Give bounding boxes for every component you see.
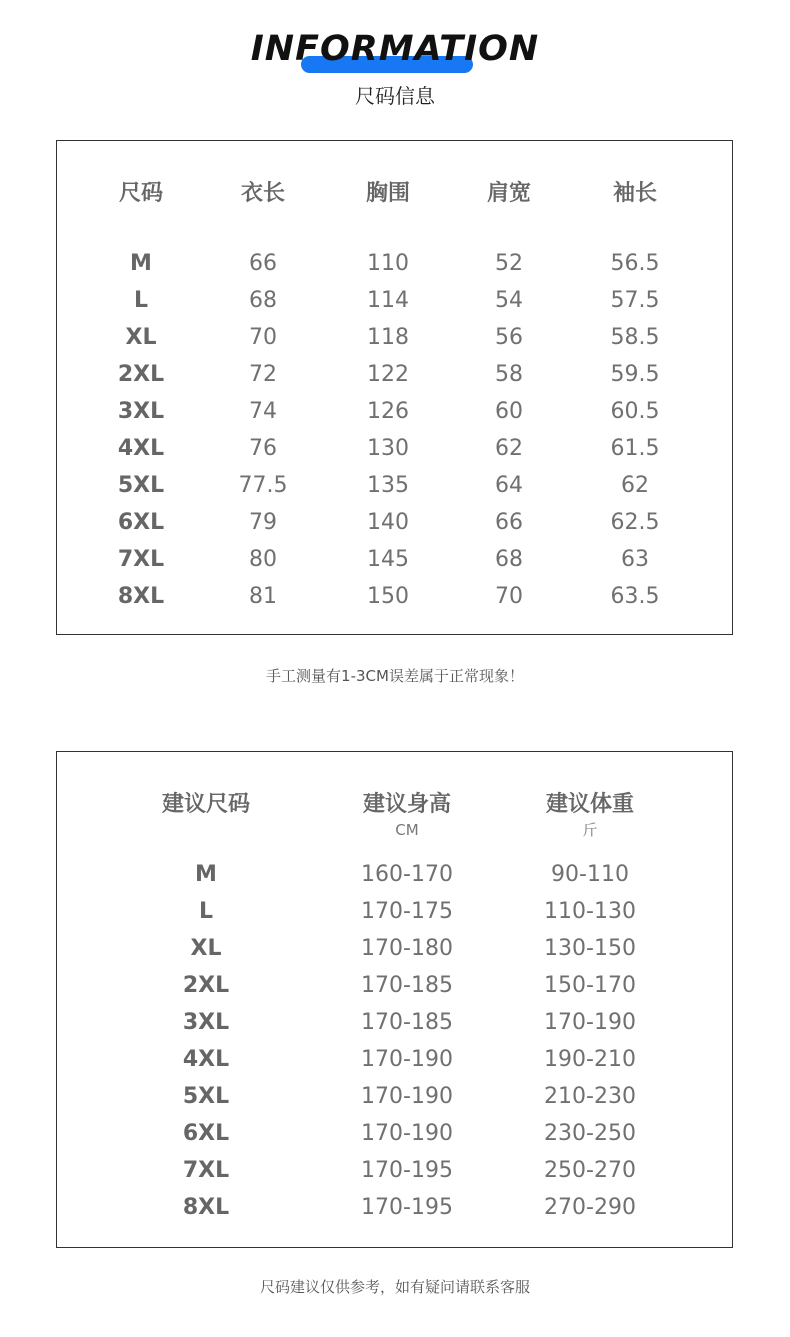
page-subtitle: 尺码信息 [355,84,435,108]
size-label: 8XL [117,584,165,609]
table-cell-height: 170-180 [361,936,453,961]
table-cell-chest: 135 [367,473,409,498]
table-cell-shoulder: 52 [495,251,523,276]
measurement-error-note: 手工测量有1-3CM误差属于正常现象！ [266,667,524,685]
table-cell-shoulder: 64 [495,473,523,498]
table-cell-chest: 110 [367,251,409,276]
table-cell-length: 81 [249,584,277,609]
size-label: 6XL [182,1121,230,1146]
table-cell-chest: 126 [367,399,409,424]
table-cell-sleeve: 57.5 [610,288,660,313]
table-cell-shoulder: 56 [495,325,523,350]
page-header [0,28,790,110]
column-header-recommended-weight: 建议体重 [545,792,634,817]
size-label: 5XL [182,1084,230,1109]
size-label: 6XL [117,510,165,535]
table-cell-chest: 145 [367,547,409,572]
table-cell-weight: 230-250 [544,1121,636,1146]
size-label: 4XL [117,436,165,461]
page-title: INFORMATION [250,29,540,69]
size-label: 2XL [182,973,230,998]
size-label: 3XL [117,399,165,424]
size-label: 5XL [117,473,165,498]
column-header-recommended-height: 建议身高 [362,792,451,817]
table-cell-sleeve: 62 [621,473,649,498]
size-measurement-table [56,140,733,635]
table-cell-height: 170-185 [361,973,453,998]
table-cell-shoulder: 68 [495,547,523,572]
table-cell-weight: 150-170 [544,973,636,998]
table-cell-length: 74 [249,399,277,424]
table-cell-weight: 170-190 [544,1010,636,1035]
table-cell-sleeve: 58.5 [610,325,660,350]
table-cell-chest: 122 [367,362,409,387]
table-cell-weight: 210-230 [544,1084,636,1109]
column-header-size: 尺码 [118,181,163,206]
table-cell-chest: 118 [367,325,409,350]
footer-note: 尺码建议仅供参考，如有疑问请联系客服 [259,1278,530,1296]
column-header-chest: 胸围 [365,181,410,206]
table-cell-weight: 190-210 [544,1047,636,1072]
table-cell-height: 170-195 [361,1158,453,1183]
table-cell-sleeve: 63.5 [610,584,660,609]
table-cell-length: 79 [249,510,277,535]
column-header-length: 衣长 [240,181,285,206]
size-label: 7XL [182,1158,230,1183]
size-label: 3XL [182,1010,230,1035]
table-cell-weight: 90-110 [551,862,629,887]
table-cell-length: 76 [249,436,277,461]
column-header-sleeve: 袖长 [612,181,657,206]
table-cell-height: 170-185 [361,1010,453,1035]
table-cell-length: 68 [249,288,277,313]
table-cell-length: 72 [249,362,277,387]
table-cell-weight: 270-290 [544,1195,636,1220]
column-header-shoulder: 肩宽 [486,181,531,206]
size-recommendation-table [56,751,733,1248]
table-cell-sleeve: 60.5 [610,399,660,424]
table-cell-height: 170-175 [361,899,453,924]
table-cell-weight: 250-270 [544,1158,636,1183]
table-cell-length: 70 [249,325,277,350]
table-cell-length: 80 [249,547,277,572]
size-label: 7XL [117,547,165,572]
table-cell-height: 170-190 [361,1084,453,1109]
size-label: XL [190,936,222,961]
table-cell-shoulder: 66 [495,510,523,535]
table-cell-weight: 130-150 [544,936,636,961]
table-cell-chest: 130 [367,436,409,461]
table-cell-shoulder: 62 [495,436,523,461]
size-label: 4XL [182,1047,230,1072]
size-label: M [195,862,217,887]
table-cell-height: 170-195 [361,1195,453,1220]
table-cell-height: 170-190 [361,1121,453,1146]
table-cell-length: 77.5 [238,473,288,498]
column-header-recommended-size: 建议尺码 [161,792,250,817]
title-block [251,28,539,78]
table-cell-sleeve: 59.5 [610,362,660,387]
table-cell-shoulder: 54 [495,288,523,313]
table-cell-height: 170-190 [361,1047,453,1072]
table-cell-height: 160-170 [361,862,453,887]
table-cell-sleeve: 56.5 [610,251,660,276]
table-cell-sleeve: 61.5 [610,436,660,461]
table-cell-shoulder: 58 [495,362,523,387]
table-cell-weight: 110-130 [544,899,636,924]
size-label: L [198,899,214,924]
column-unit-recommended-height: CM [395,821,419,839]
table-cell-chest: 150 [367,584,409,609]
size-label: XL [125,325,157,350]
table-cell-chest: 140 [367,510,409,535]
size-label: 8XL [182,1195,230,1220]
table-cell-sleeve: 63 [621,547,649,572]
size-label: 2XL [117,362,165,387]
size-label: M [130,251,152,276]
table-cell-sleeve: 62.5 [610,510,660,535]
table-cell-length: 66 [249,251,277,276]
table-cell-shoulder: 70 [495,584,523,609]
table-cell-chest: 114 [367,288,409,313]
column-unit-recommended-weight: 斤 [582,821,598,839]
table-cell-shoulder: 60 [495,399,523,424]
size-label: L [133,288,149,313]
